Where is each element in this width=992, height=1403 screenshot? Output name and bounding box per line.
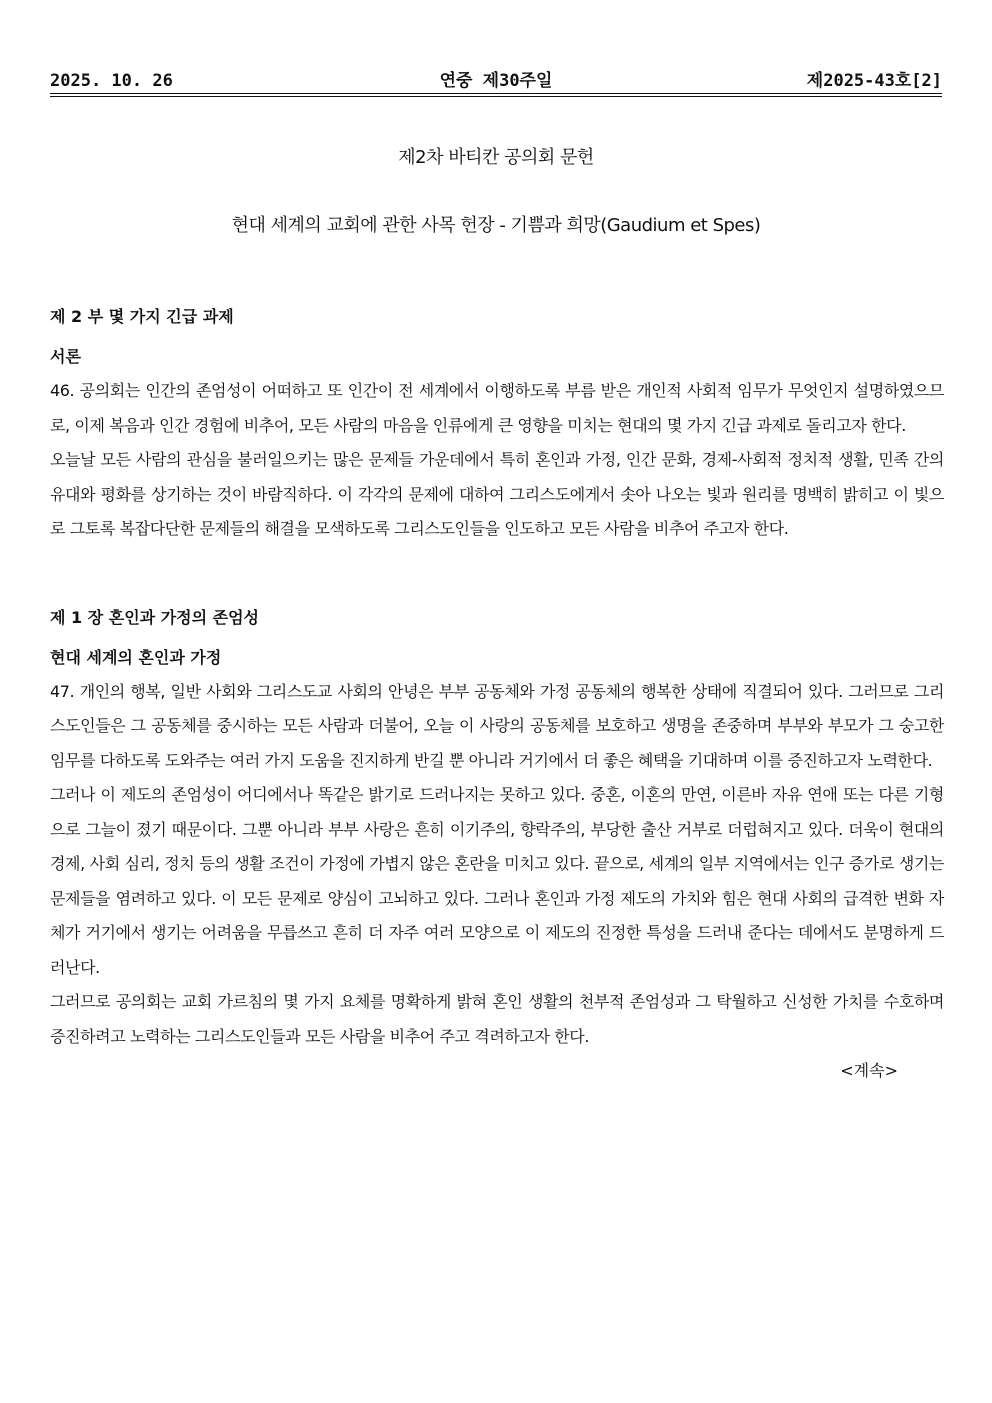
chapter-heading: 제 1 장 혼인과 가정의 존엄성 bbox=[50, 607, 260, 627]
paragraph: 오늘날 모든 사람의 관심을 불러일으키는 많은 문제들 가운데에서 특히 혼인과 가정, 인간 문화, 경제-사회적 정치적 생활, 민족 간의 유대와 평화를 상기하는 것이 바람직하다. 이 각각의 문제에 대하여 그리스도에게서 솟아 나오는 빛과 원리를 명백히 밝히고 이 빛으로 그토록 복잡다단한 문제들의 해결을 모색하도록 그리스도인들을 인도하고 모든 사람을 비추어 주고자 한다. bbox=[50, 450, 944, 538]
header-double-rule bbox=[50, 93, 942, 97]
paragraph: 그러므로 공의회는 교회 가르침의 몇 가지 요체를 명확하게 밝혀 혼인 생활의 천부적 존엄성과 그 탁월하고 신성한 가치를 수호하며 증진하려고 노력하는 그리스도인들과 모든 사람을 비추어 주고 격려하고자 한다. bbox=[50, 992, 944, 1046]
paragraph: 46. 공의회는 인간의 존엄성이 어떠하고 또 인간이 전 세계에서 이행하도록 부름 받은 개인적 사회적 임무가 무엇인지 설명하였으므로, 이제 복음과 인간 경험에 비추어, 모든 사람의 마음을 인류에게 큰 영향을 미치는 현대의 몇 가지 긴급 과제로 돌리고자 한다. bbox=[50, 381, 944, 435]
liturgical-week: 연중 제30주일 bbox=[439, 71, 553, 91]
document-subtitle: 현대 세계의 교회에 관한 사목 헌장 - 기쁨과 희망(Gaudium et Spes) bbox=[231, 215, 761, 236]
paragraph: 그러나 이 제도의 존엄성이 어디에서나 똑같은 밝기로 드러나지는 못하고 있다. 중혼, 이혼의 만연, 이른바 자유 연애 또는 다른 기형으로 그늘이 졌기 때문이다. 그뿐 아니라 부부 사랑은 흔히 이기주의, 향락주의, 부당한 출산 거부로 더럽혀지고 있다. 더욱이 현대의 경제, 사회 심리, 정치 등의 생활 조건이 가정에 가볍지 않은 혼란을 미치고 있다. 끝으로, 세계의 일부 지역에서는 인구 증가로 생기는 문제들을 염려하고 있다. 이 모든 문제로 양심이 고뇌하고 있다. 그러나 혼인과 가정 제도의 가치와 힘은 현대 사회의 급격한 변화 자체가 거기에서 생기는 어려움을 무릅쓰고 흔히 더 자주 여러 모양으로 이 제도의 진정한 특성을 드러내 준다는 데에서도 분명하게 드러난다. bbox=[50, 785, 944, 977]
bulletin-header bbox=[50, 68, 942, 94]
bulletin-number: 제2025-43호[2] bbox=[806, 71, 942, 91]
bulletin-date: 2025. 10. 26 bbox=[50, 71, 173, 91]
article-body bbox=[50, 300, 944, 1089]
intro-heading: 서론 bbox=[50, 347, 81, 366]
continued-note: <계속> bbox=[840, 1061, 898, 1080]
paragraph: 47. 개인의 행복, 일반 사회와 그리스도교 사회의 안녕은 부부 공동체와 가정 공동체의 행복한 상태에 직결되어 있다. 그러므로 그리스도인들은 그 공동체를 중시하는 모든 사람과 더불어, 오늘 이 사랑의 공동체를 보호하고 생명을 존중하며 부부와 부모가 그 숭고한 임무를 다하도록 도와주는 여러 가지 도움을 진지하게 반길 뿐 아니라 거기에서 더 좋은 혜택을 기대하며 이를 증진하고자 노력한다. bbox=[50, 681, 944, 770]
document-title: 제2차 바티칸 공의회 문헌 bbox=[398, 147, 594, 168]
part-heading: 제 2 부 몇 가지 긴급 과제 bbox=[50, 307, 234, 326]
chapter-subheading: 현대 세계의 혼인과 가정 bbox=[50, 647, 222, 667]
